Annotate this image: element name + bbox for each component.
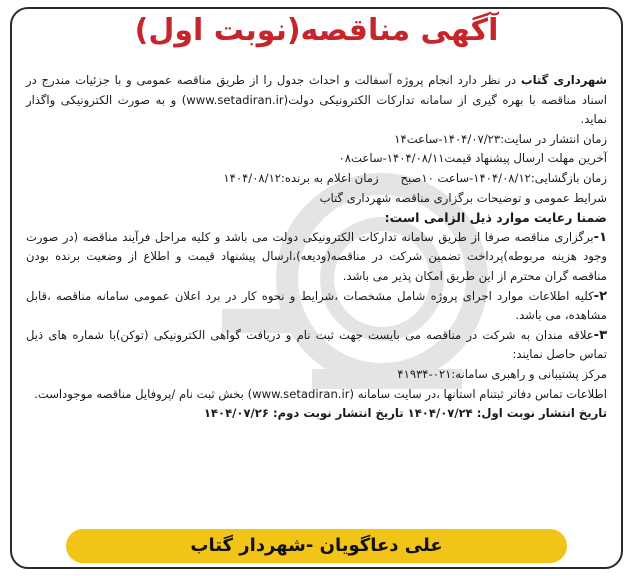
notice-title: آگهی مناقصه(نوبت اول) bbox=[134, 13, 499, 48]
contact-info: اطلاعات تماس دفاتر ثبتنام استانها ،در سایت سامانه (www.setadiran.ir) بخش ثبت نام /پروفایل مناقصه موجوداست. bbox=[34, 386, 607, 401]
requirement-item bbox=[26, 228, 607, 287]
intro-paragraph bbox=[26, 71, 607, 130]
requirements-heading: ضمنا رعایت موارد ذیل الزامی است: bbox=[384, 210, 607, 226]
support-center: مرکز پشتیبانی و راهبری سامانه:۰۲۱-۴۱۹۳۴ bbox=[397, 366, 607, 381]
item-number: ۱- bbox=[593, 229, 607, 245]
publish-time: زمان انتشار در سایت:۱۴۰۴/۰۷/۲۳-ساعت۱۴ bbox=[394, 131, 607, 146]
item-text: برگزاری مناقصه صرفا از طریق سامانه تدارکات الکترونیکی دولت می باشد و کلیه مراحل فرآیند مناقصه (در صورت وجود هزینه مربوطه)پرداخت تضمین شرکت در مناقصه(ودیعه)،ارسال پیشنهاد قیمت و اطلاع از وضعیت برنده بودن مناقصه گران محترم از این طریق امکان پذیر می باشد. bbox=[26, 229, 607, 283]
item-text: کلیه اطلاعات موارد اجرای پروژه شامل مشخصات ،شرایط و نحوه کار در برد اعلان عمومی سامانه مناقصه ،قابل مشاهده، می باشد. bbox=[26, 288, 607, 323]
opening-time: زمان بازگشایی:۱۴۰۴/۰۸/۱۲-ساعت ۱۰صبح bbox=[400, 170, 607, 185]
requirement-item bbox=[26, 326, 607, 365]
signature-banner: علی دعاگویان -شهردار گتاب bbox=[66, 529, 567, 563]
requirement-item bbox=[26, 287, 607, 326]
item-number: ۲- bbox=[593, 288, 607, 304]
publication-dates: تاریخ انتشار نوبت اول: ۱۴۰۴/۰۷/۲۴ تاریخ انتشار نوبت دوم: ۱۴۰۴/۰۷/۲۶ bbox=[203, 406, 607, 421]
general-conditions: شرایط عمومی و توضیحات برگزاری مناقصه شهرداری گتاب bbox=[319, 190, 607, 205]
item-number: ۳- bbox=[593, 327, 607, 343]
organization-name: شهرداری گتاب bbox=[520, 73, 607, 87]
submission-deadline: آخرین مهلت ارسال پیشنهاد قیمت۱۴۰۴/۰۸/۱۱-ساعت۰۸ bbox=[338, 151, 607, 166]
item-text: علاقه مندان به شرکت در مناقصه می بایست جهت ثبت نام و دریافت گواهی الکترونیکی (توکن)با شماره های ذیل تماس حاصل نمایند: bbox=[26, 327, 607, 362]
opening-and-winner-dates bbox=[26, 169, 607, 189]
winner-announcement: زمان اعلام به برنده:۱۴۰۴/۰۸/۱۲ bbox=[223, 170, 379, 185]
notice-frame bbox=[10, 7, 623, 569]
notice-body bbox=[26, 71, 607, 424]
intro-text: در نظر دارد انجام پروژه آسفالت و احداث جدول را از طریق مناقصه عمومی و با جزئیات مندرج در اسناد مناقصه با بهره گیری از سامانه تدارکات الکترونیکی دولت(www.setadiran.ir) و به صورت الکترونیکی واگذار نماید. bbox=[26, 73, 607, 127]
